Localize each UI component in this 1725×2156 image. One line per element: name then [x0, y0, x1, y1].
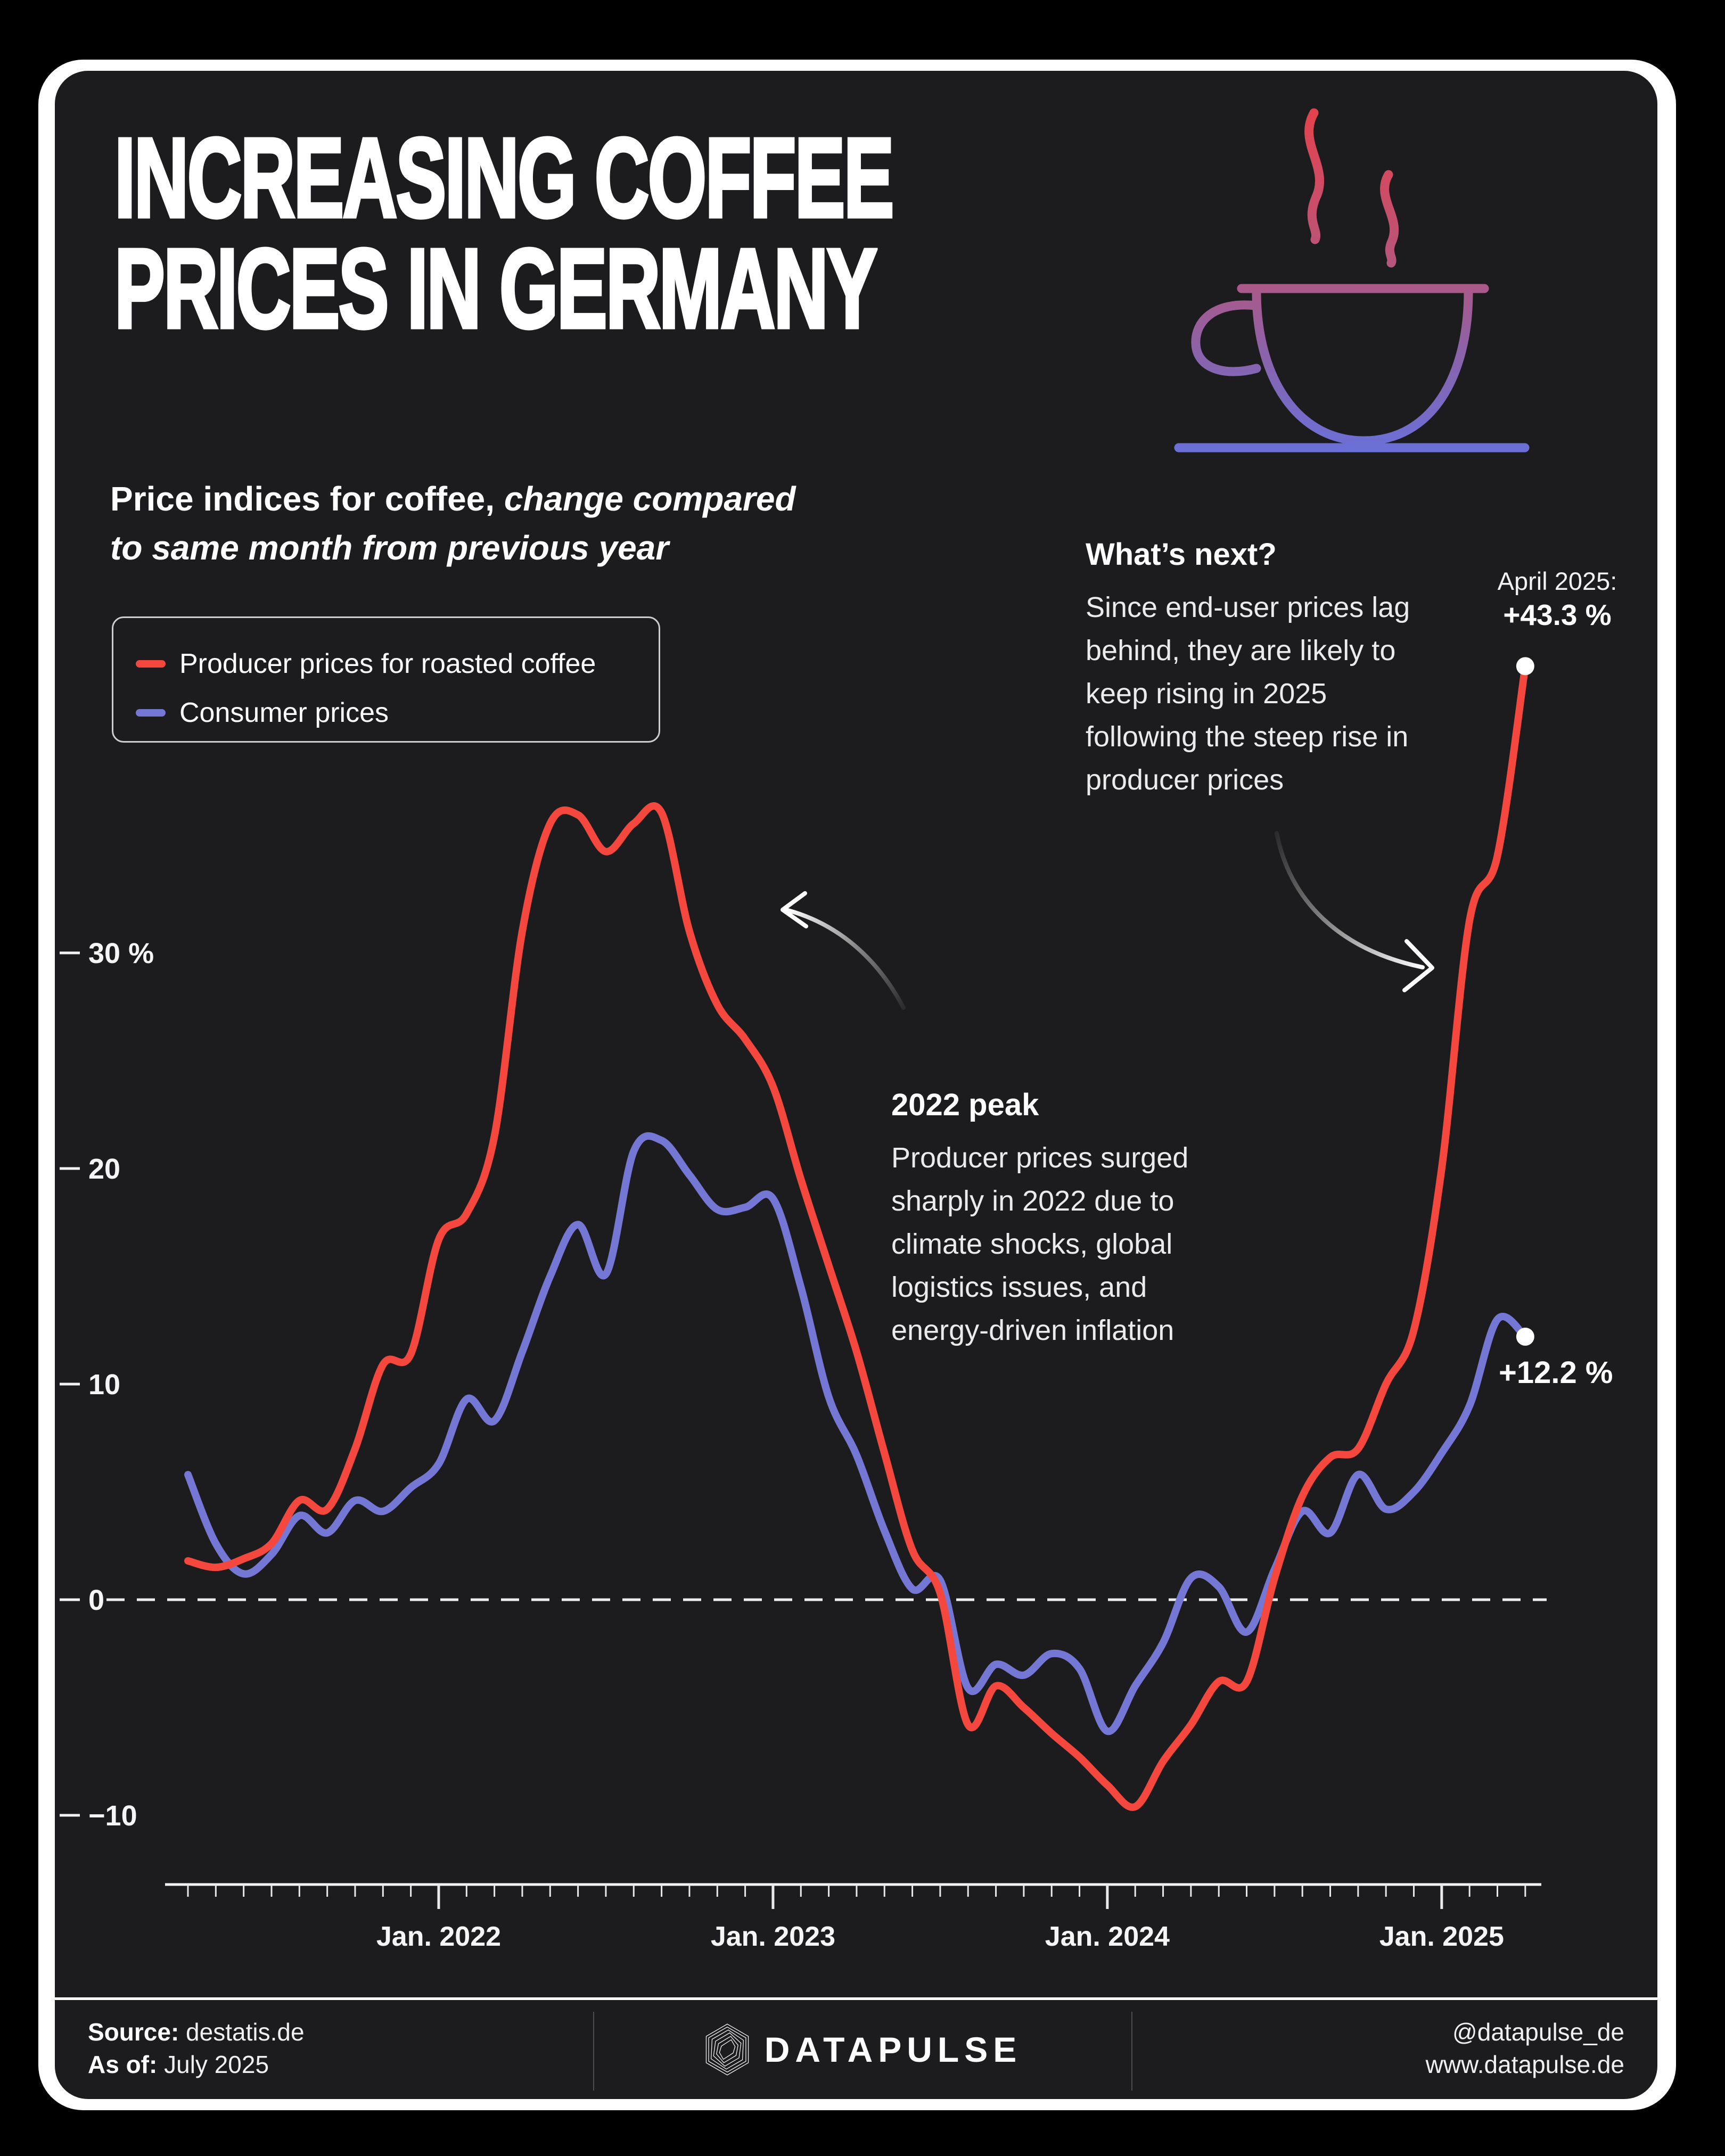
y-axis-label: −10	[88, 1800, 137, 1832]
datapulse-logo-icon	[703, 2020, 752, 2079]
peak-2022-body: Producer prices surged sharply in 2022 due to climate shocks, global logistics issues, and energy-driven inflation	[891, 1142, 1189, 1346]
brand-name: DATAPULSE	[764, 2030, 1022, 2069]
page-title-line2: PRICES IN GERMANY	[114, 225, 876, 351]
footer-website: www.datapulse.de	[1425, 2051, 1624, 2078]
page-title-line1: INCREASING COFFEE	[114, 114, 893, 241]
footer	[55, 1997, 1657, 2099]
page-subtitle: Price indices for coffee, change compared to same month from previous year	[110, 480, 796, 567]
footer-source: Source: destatis.de As of: July 2025	[88, 2018, 305, 2078]
consumer-end-label: +12.2 %	[1499, 1355, 1613, 1390]
end-dot-consumer	[1516, 1328, 1534, 1346]
y-axis-label: 30 %	[88, 937, 154, 969]
legend-label-producer: Producer prices for roasted coffee	[179, 648, 596, 679]
legend-label-consumer: Consumer prices	[179, 697, 389, 728]
peak-2022-title: 2022 peak	[891, 1088, 1039, 1122]
x-axis-label: Jan. 2022	[376, 1921, 502, 1952]
footer-divider-right	[1131, 2012, 1132, 2091]
y-axis-label: 20	[88, 1153, 121, 1185]
footer-handle: @datapulse_de	[1452, 2018, 1624, 2046]
whats-next-title: What’s next?	[1086, 537, 1277, 572]
footer-contact	[1426, 2000, 1624, 2115]
y-axis-label: 0	[88, 1584, 105, 1616]
x-axis-label: Jan. 2024	[1045, 1921, 1170, 1952]
footer-brand	[593, 2000, 1131, 2099]
x-axis-label: Jan. 2025	[1379, 1921, 1504, 1952]
series-line-producer	[188, 666, 1525, 1807]
x-axis-label: Jan. 2023	[710, 1921, 836, 1952]
arrow-to-2025-rise-icon	[1277, 833, 1432, 990]
producer-end-label: April 2025: +43.3 %	[1497, 567, 1617, 631]
whats-next-body: Since end-user prices lag behind, they are likely to keep rising in 2025 following the steep rise in producer prices	[1086, 591, 1410, 796]
arrow-to-2022-peak-icon	[783, 893, 903, 1008]
series-line-consumer	[188, 1136, 1525, 1731]
end-dot-producer	[1516, 657, 1534, 675]
y-axis-label: 10	[88, 1369, 121, 1401]
